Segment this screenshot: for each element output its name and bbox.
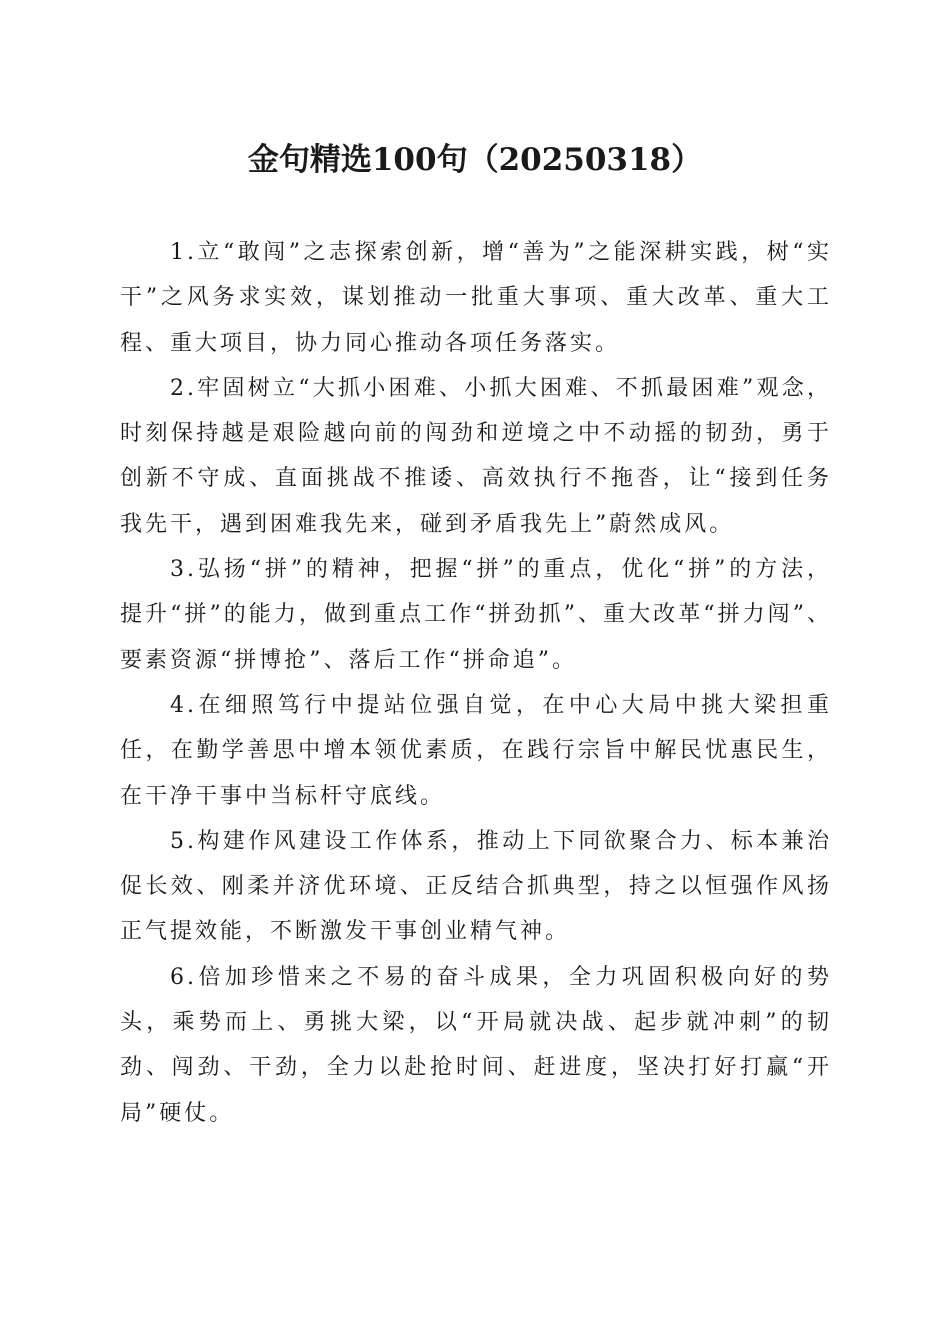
quote-paragraph-1: 1.立“敢闯”之志探索创新，增“善为”之能深耕实践，树“实干”之风务求实效，谋划推动一批重大事项、重大改革、重大工程、重大项目，协力同心推动各项任务落实。 <box>120 240 832 356</box>
document-body <box>120 230 832 1136</box>
document-title: 金句精选100句（20250318） <box>247 142 703 178</box>
quote-paragraph-3: 3.弘扬“拼”的精神，把握“拼”的重点，优化“拼”的方法，提升“拼”的能力，做到重点工作“拼劲抓”、重大改革“拼力闯”、要素资源“拼博抢”、落后工作“拼命追”。 <box>120 557 832 673</box>
quote-paragraph-4: 4.在细照笃行中提站位强自觉，在中心大局中挑大梁担重任，在勤学善思中增本领优素质，在践行宗旨中解民忧惠民生，在干净干事中当标杆守底线。 <box>120 692 832 809</box>
quote-paragraph-6: 6.倍加珍惜来之不易的奋斗成果，全力巩固积极向好的势头，乘势而上、勇挑大梁，以“开局就决战、起步就冲刺”的韧劲、闯劲、干劲，全力以赴抢时间、赶进度，坚决打好打赢“开局”硬仗。 <box>120 964 832 1126</box>
quote-paragraph-2: 2.牢固树立“大抓小困难、小抓大困难、不抓最困难”观念，时刻保持越是艰险越向前的闯劲和逆境之中不动摇的韧劲，勇于创新不守成、直面挑战不推诿、高效执行不拖沓，让“接到任务我先干，遇到困难我先来，碰到矛盾我先上”蔚然成风。 <box>120 375 832 537</box>
quote-paragraph-5: 5.构建作风建设工作体系，推动上下同欲聚合力、标本兼治促长效、刚柔并济优环境、正反结合抓典型，持之以恒强作风扬正气提效能，不断激发干事创业精气神。 <box>120 828 832 945</box>
